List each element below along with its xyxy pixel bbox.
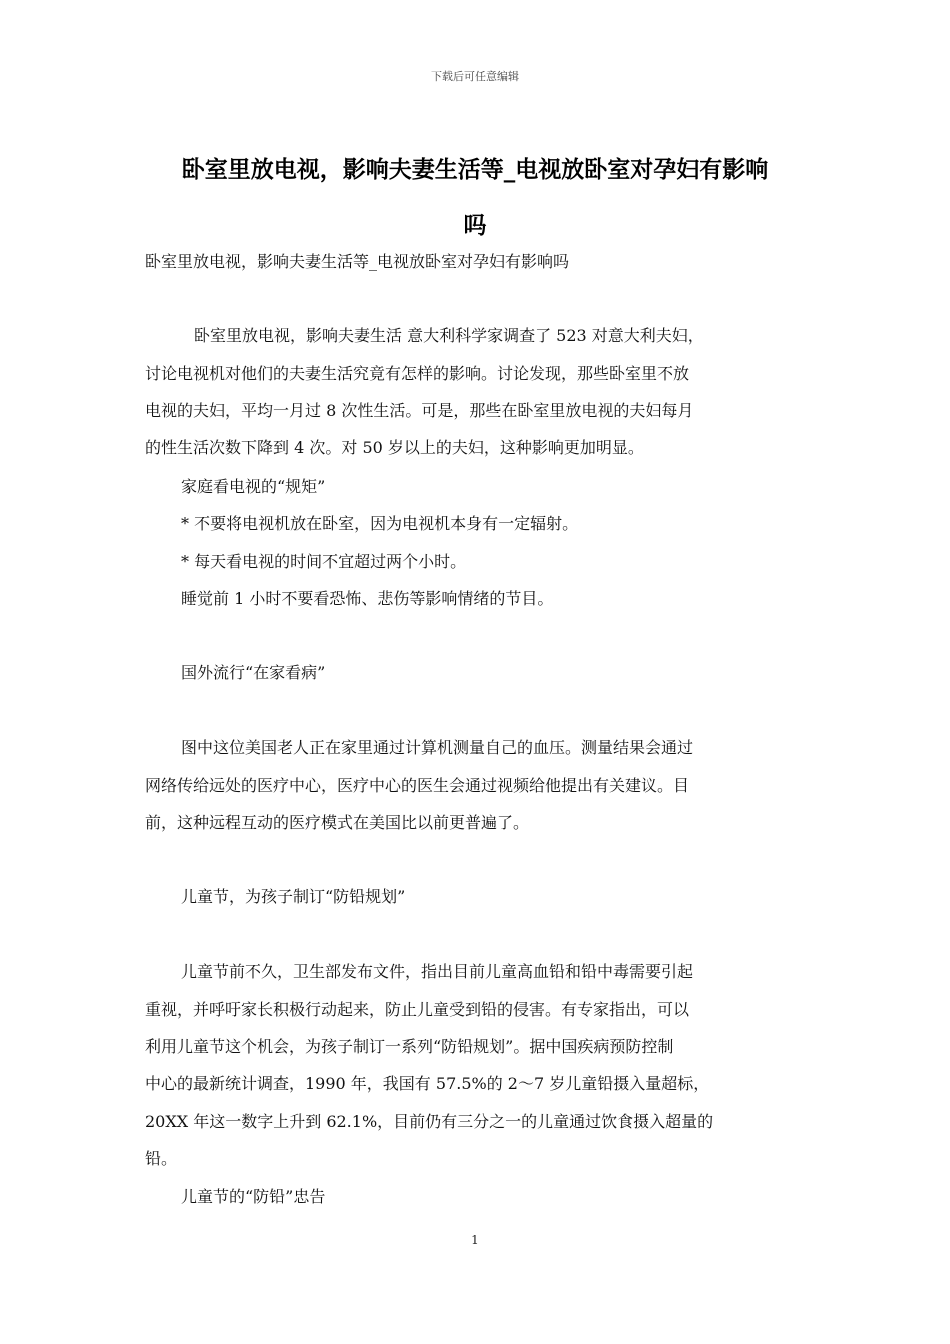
section-heading: 国外流行“在家看病” [181, 663, 326, 682]
paragraph-line: 重视，并呼吁家长积极行动起来，防止儿童受到铅的侵害。有专家指出，可以 [145, 1000, 690, 1019]
section-heading: 儿童节，为孩子制订“防铅规划” [181, 887, 406, 906]
page-header-note: 下载后可任意编辑 [431, 70, 519, 83]
bullet-item: * 不要将电视机放在卧室，因为电视机本身有一定辐射。 [181, 514, 579, 533]
paragraph-line: 前，这种远程互动的医疗模式在美国比以前更普遍了。 [145, 813, 530, 832]
paragraph-line: 儿童节前不久，卫生部发布文件，指出目前儿童高血铅和铅中毒需要引起 [181, 962, 694, 981]
bullet-item: * 每天看电视的时间不宜超过两个小时。 [181, 552, 467, 571]
paragraph-line: 电视的夫妇，平均一月过 8 次性生活。可是，那些在卧室里放电视的夫妇每月 [145, 401, 694, 420]
title-line-2: 吗 [463, 213, 487, 239]
paragraph-line: 卧室里放电视，影响夫妻生活 意大利科学家调查了 523 对意大利夫妇， [194, 326, 704, 345]
document-title [100, 142, 850, 254]
paragraph-line: 利用儿童节这个机会，为孩子制订一系列“防铅规划”。据中国疾病预防控制 [145, 1037, 674, 1056]
paragraph-line: 讨论电视机对他们的夫妻生活究竟有怎样的影响。讨论发现，那些卧室里不放 [145, 364, 690, 383]
section-heading: 家庭看电视的“规矩” [181, 477, 326, 496]
subtitle: 卧室里放电视，影响夫妻生活等_电视放卧室对孕妇有影响吗 [145, 252, 570, 271]
paragraph-line: 铅。 [145, 1149, 178, 1168]
paragraph-line: 睡觉前 1 小时不要看恐怖、悲伤等影响情绪的节目。 [181, 589, 554, 608]
page-number: 1 [471, 1233, 479, 1247]
title-line-1: 卧室里放电视，影响夫妻生活等_电视放卧室对孕妇有影响 [181, 157, 769, 183]
paragraph-line: 的性生活次数下降到 4 次。对 50 岁以上的夫妇，这种影响更加明显。 [145, 438, 644, 457]
paragraph-line: 网络传给远处的医疗中心，医疗中心的医生会通过视频给他提出有关建议。目 [145, 776, 690, 795]
paragraph-line: 20XX 年这一数字上升到 62.1%，目前仍有三分之一的儿童通过饮食摄入超量的 [145, 1112, 714, 1131]
paragraph-line: 中心的最新统计调查，1990 年，我国有 57.5%的 2～7 岁儿童铅摄入量超标， [145, 1074, 710, 1093]
section-heading: 儿童节的“防铅”忠告 [181, 1187, 326, 1206]
paragraph-line: 图中这位美国老人正在家里通过计算机测量自己的血压。测量结果会通过 [181, 738, 694, 757]
